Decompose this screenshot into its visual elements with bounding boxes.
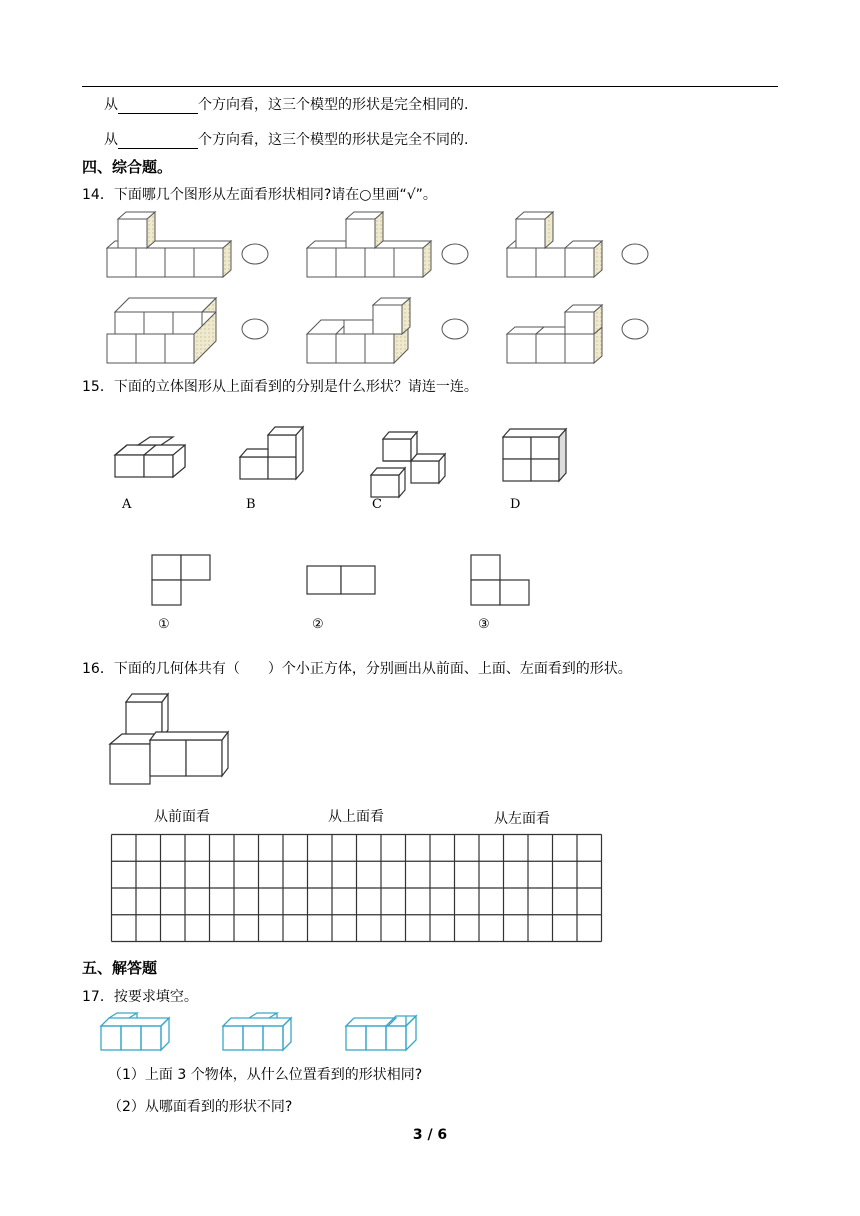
answer-blank-2[interactable]	[118, 134, 198, 149]
view-label-3: ③	[478, 617, 490, 632]
q14-shape-5	[307, 298, 410, 363]
section-heading-4: 四、综合题。	[82, 158, 173, 176]
q14-circle-6	[622, 319, 648, 339]
question-16: 16．下面的几何体共有（ ）个小正方体，分别画出从前面、上面、左面看到的形状。	[82, 661, 632, 677]
q14-shape-2	[307, 212, 431, 277]
q14-figures	[100, 208, 660, 368]
solid-d	[503, 429, 566, 481]
q14-circle-3	[622, 244, 648, 264]
text: 个方向看，这三个模型的形状是完全相同的.	[198, 97, 469, 113]
q17-shape-2	[223, 1013, 291, 1050]
q14-shape-4	[107, 298, 216, 363]
q15-views	[150, 553, 540, 613]
question-17-1: （1）上面 3 个物体，从什么位置看到的形状相同?	[108, 1067, 423, 1083]
solid-b	[240, 427, 303, 479]
q16-solid	[104, 688, 234, 788]
view-title-left: 从左面看	[494, 811, 550, 827]
view-label-1: ①	[158, 617, 170, 632]
q17-figures	[98, 1012, 428, 1054]
q14-shape-3	[507, 212, 602, 277]
solid-label-c: C	[372, 497, 382, 512]
fill-line-2	[104, 129, 468, 149]
q17-shape-1	[101, 1013, 169, 1050]
solid-label-d: D	[510, 497, 521, 512]
solid-label-a: A	[122, 497, 132, 512]
view-label-2: ②	[312, 617, 324, 632]
q14-circle-2	[442, 244, 468, 264]
question-17: 17．按要求填空。	[82, 989, 198, 1005]
view-option-1	[152, 555, 210, 605]
view-title-front: 从前面看	[154, 809, 210, 825]
q14-shape-6	[507, 305, 602, 363]
q14-shape-1	[107, 212, 231, 277]
solid-a	[115, 437, 185, 477]
q14-circle-4	[242, 319, 268, 339]
drawing-grid[interactable]	[110, 833, 603, 943]
view-option-3	[471, 555, 529, 605]
text: 个方向看，这三个模型的形状是完全不同的.	[198, 132, 469, 148]
question-14: 14．下面哪几个图形从左面看形状相同?请在○里画“√”。	[82, 187, 437, 203]
page-number: 3 / 6	[412, 1127, 448, 1143]
view-option-2	[307, 566, 375, 594]
q17-shape-3	[346, 1016, 416, 1050]
header-rule	[82, 86, 778, 87]
question-17-2: （2）从哪面看到的形状不同?	[108, 1099, 293, 1115]
solid-label-b: B	[246, 497, 256, 512]
question-15: 15．下面的立体图形从上面看到的分别是什么形状？请连一连。	[82, 379, 478, 395]
q14-circle-5	[442, 319, 468, 339]
text: 从	[104, 132, 118, 148]
view-title-top: 从上面看	[328, 809, 384, 825]
section-heading-5: 五、解答题	[82, 959, 158, 977]
answer-blank-1[interactable]	[118, 99, 198, 114]
fill-line-1	[104, 94, 468, 114]
text: 从	[104, 97, 118, 113]
q14-circle-1	[242, 244, 268, 264]
solid-c	[371, 432, 445, 497]
